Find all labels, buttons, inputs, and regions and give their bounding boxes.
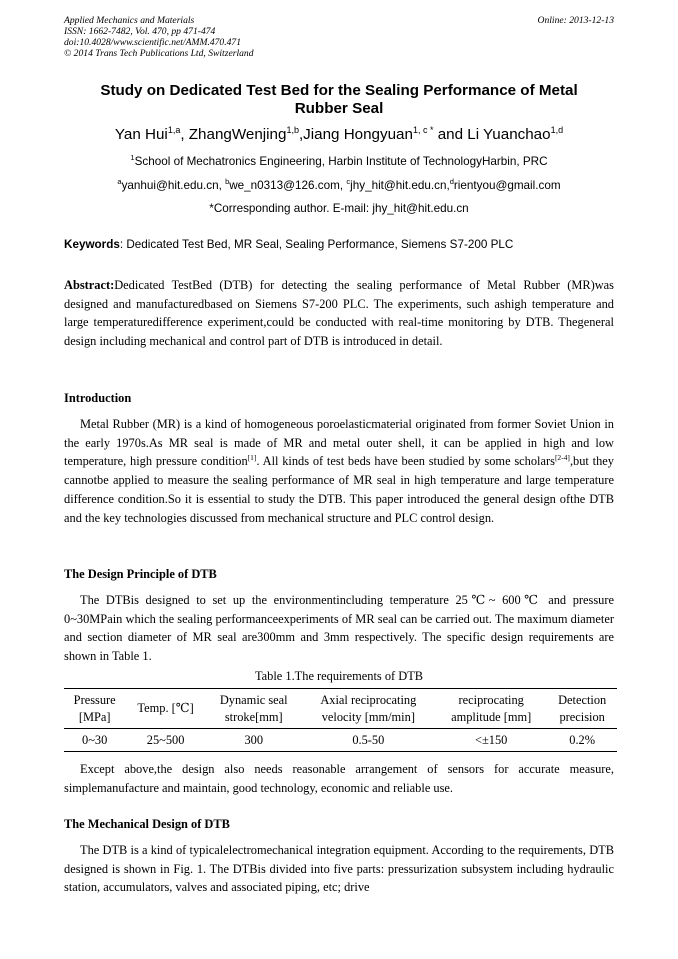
author-4-affil: 1,d [550,125,564,135]
affiliation-text: School of Mechatronics Engineering, Harbin Institute of TechnologyHarbin, PRC [134,154,548,168]
introduction-paragraph [64,415,614,527]
table-row [64,729,617,752]
email-d[interactable]: rientyou@gmail.com [453,178,561,192]
affiliation [64,153,614,168]
table-caption: Table 1.The requirements of DTB [254,669,424,683]
author-emails [64,177,614,192]
section-heading-mechanical-design: The Mechanical Design of DTB [64,817,230,831]
email-mark-a: a [117,177,122,186]
citation-2-4[interactable]: [2-4] [554,453,570,463]
journal-doi: doi:10.4028/www.scientific.net/AMM.470.471 [64,37,242,48]
col-stroke: Dynamic seal stroke[mm] [206,689,302,729]
author-2: , ZhangWenjing [180,126,287,144]
affiliation-number: 1 [130,153,135,162]
abstract-text: Dedicated TestBed (DTB) for detecting the sealing performance of Metal Rubber (MR)was designed and manufacturedbased on Siemens S7-200 PLC. The experiments, such ashigh temperature and large temperaturedifference experiment,could be conducted with real-time monitoring by DTB. Thegeneral design including mechanical and control part of DTB is introduced in detail. [64,278,614,349]
journal-header [64,15,254,59]
intro-text-2: . All kinds of test beds have been studied by some scholars [256,454,555,469]
after-table-paragraph: Except above,the design also needs reasonable arrangement of sensors for accurate measure, simplemanufacture and maintain, good technology, economic and reliable use. [64,762,614,795]
keywords [64,238,614,251]
email-c[interactable]: jhy_hit@hit.edu.cn, [350,178,450,192]
cell-precision: 0.2% [547,729,617,752]
author-4: and Li Yuanchao [433,126,551,144]
online-date: Online: 2013-12-13 [537,15,614,26]
section-heading-design-principle: The Design Principle of DTB [64,567,217,581]
title-line-2: Rubber Seal [294,100,384,117]
mechanical-paragraph: The DTB is a kind of typicalelectromechanical integration equipment. According to the requirements, DTB designed is shown in Fig. 1. The DTBis divided into five parts: pressurization subsystem including hydraulic station, accumulators, valves and associated piping, etc; drive [64,843,614,895]
intro-text-3: ,but they cannotbe applied to measure the sealing performance of MR seal in high temperature and large temperature difference condition.So it is essential to study the DTB. This paper introduced the general design ofthe DTB and the key technologies discussed from mechanical structure and PLC control design. [64,454,614,525]
abstract-label: Abstract: [64,278,115,292]
paper-title [64,82,614,118]
col-pressure: Pressure [MPa] [64,689,125,729]
col-amplitude: reciprocating amplitude [mm] [435,689,547,729]
keywords-label: Keywords [64,238,120,251]
cell-velocity: 0.5-50 [302,729,435,752]
email-a[interactable]: yanhui@hit.edu.cn, [121,178,226,192]
cell-stroke: 300 [206,729,302,752]
journal-name: Applied Mechanics and Materials [64,15,195,26]
section-heading-introduction: Introduction [64,391,132,405]
cell-pressure: 0~30 [64,729,125,752]
journal-copyright: © 2014 Trans Tech Publications Ltd, Switzerland [64,48,254,59]
author-3-affil: 1, c * [412,125,434,135]
email-mark-b: b [225,177,230,186]
author-2-affil: 1,b [286,125,299,135]
abstract [64,276,614,351]
cell-temperature: 25~500 [125,729,206,752]
title-line-1: Study on Dedicated Test Bed for the Sealing Performance of Metal [100,82,578,99]
col-velocity: Axial reciprocating velocity [mm/min] [302,689,435,729]
author-1-affil: 1,a [167,125,181,135]
intro-text-1: Metal Rubber (MR) is a kind of homogeneous poroelasticmaterial originated from former Soviet Union in the early 1970s.As MR seal is made of MR and metal outer shell, it can be applied in high and low temperature, high pressure condition [64,417,614,469]
corresponding-author: *Corresponding author. E-mail: jhy_hit@hit.edu.cn [209,202,469,215]
citation-1[interactable]: [1] [247,453,257,463]
email-mark-c: c [346,177,351,186]
author-list [64,125,614,143]
design-paragraph: The DTBis designed to set up the environmentincluding temperature 25℃~ 600℃ and pressure 0~30MPain which the sealing performanceexperiments of MR seal can be carried out. The maximum diameter and section diameter of MR seal are300mm and 3mm respectively. The specific design requirements are shown in Table 1. [64,593,614,664]
table-header-row [64,689,617,729]
requirements-table [64,688,617,752]
author-1: Yan Hui [114,126,168,144]
cell-amplitude: <±150 [435,729,547,752]
col-precision: Detection precision [547,689,617,729]
email-b[interactable]: we_n0313@126.com, [229,178,347,192]
col-temperature: Temp. [℃] [125,689,206,729]
keywords-text: : Dedicated Test Bed, MR Seal, Sealing Performance, Siemens S7-200 PLC [119,238,514,251]
journal-issn: ISSN: 1662-7482, Vol. 470, pp 471-474 [64,26,216,37]
author-3: ,Jiang Hongyuan [298,126,413,144]
email-mark-d: d [449,177,454,186]
